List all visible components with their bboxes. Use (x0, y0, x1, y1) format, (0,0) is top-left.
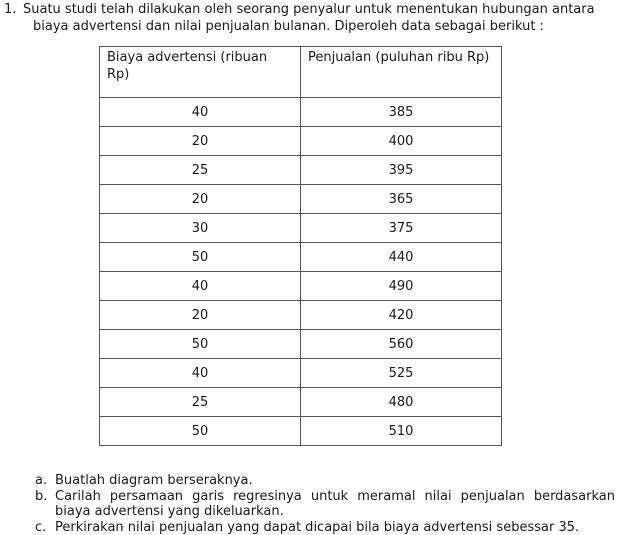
problem-text: Suatu studi telah dilakukan oleh seorang penyalur untuk menentukan hubungan antara biaya advertensi dan nilai penjualan bulanan. Diperoleh data sebagai berikut : (23, 2, 595, 34)
data-table (99, 46, 502, 446)
advertising-cost-cell: 40 (100, 98, 301, 127)
advertising-cost-cell: 50 (100, 243, 301, 272)
sales-cell: 440 (301, 243, 502, 272)
sales-cell: 395 (301, 156, 502, 185)
advertising-cost-cell: 50 (100, 417, 301, 446)
table-row (100, 127, 502, 156)
advertising-cost-cell: 25 (100, 156, 301, 185)
table-row (100, 330, 502, 359)
questions-list (35, 473, 615, 535)
table-row (100, 243, 502, 272)
column-header-advertising-cost: Biaya advertensi (ribuan Rp) (100, 47, 301, 98)
question-b (35, 489, 615, 520)
sales-cell: 525 (301, 359, 502, 388)
sales-cell: 400 (301, 127, 502, 156)
sales-cell: 385 (301, 98, 502, 127)
table-row (100, 214, 502, 243)
problem-statement (4, 1, 609, 35)
advertising-cost-cell: 40 (100, 272, 301, 301)
sales-cell: 375 (301, 214, 502, 243)
table-row (100, 272, 502, 301)
advertising-cost-cell: 30 (100, 214, 301, 243)
question-label: b. (35, 488, 48, 504)
sales-cell: 480 (301, 388, 502, 417)
advertising-cost-cell: 25 (100, 388, 301, 417)
sales-cell: 490 (301, 272, 502, 301)
advertising-cost-cell: 40 (100, 359, 301, 388)
sales-cell: 560 (301, 330, 502, 359)
column-header-sales: Penjualan (puluhan ribu Rp) (301, 47, 502, 98)
question-c (35, 520, 615, 535)
sales-cell: 420 (301, 301, 502, 330)
advertising-cost-cell: 50 (100, 330, 301, 359)
sales-cell: 365 (301, 185, 502, 214)
table-row (100, 301, 502, 330)
sales-cell: 510 (301, 417, 502, 446)
question-label: c. (35, 519, 47, 535)
table-row (100, 185, 502, 214)
problem-number: 1. (4, 2, 17, 17)
table-row (100, 359, 502, 388)
question-label: a. (35, 473, 48, 488)
advertising-cost-cell: 20 (100, 301, 301, 330)
table-row (100, 156, 502, 185)
table-row (100, 417, 502, 446)
advertising-cost-cell: 20 (100, 185, 301, 214)
question-a (35, 473, 615, 489)
table-header-row (100, 47, 502, 98)
question-text: Perkirakan nilai penjualan yang dapat dicapai bila biaya advertensi sebessar 35. (55, 519, 580, 535)
advertising-cost-cell: 20 (100, 127, 301, 156)
question-text: Buatlah diagram berseraknya. (55, 473, 253, 488)
table-row (100, 388, 502, 417)
table-row (100, 98, 502, 127)
question-text: Carilah persamaan garis regresinya untuk meramal nilai penjualan berdasarkan biaya advertensi yang dikeluarkan. (55, 488, 615, 519)
